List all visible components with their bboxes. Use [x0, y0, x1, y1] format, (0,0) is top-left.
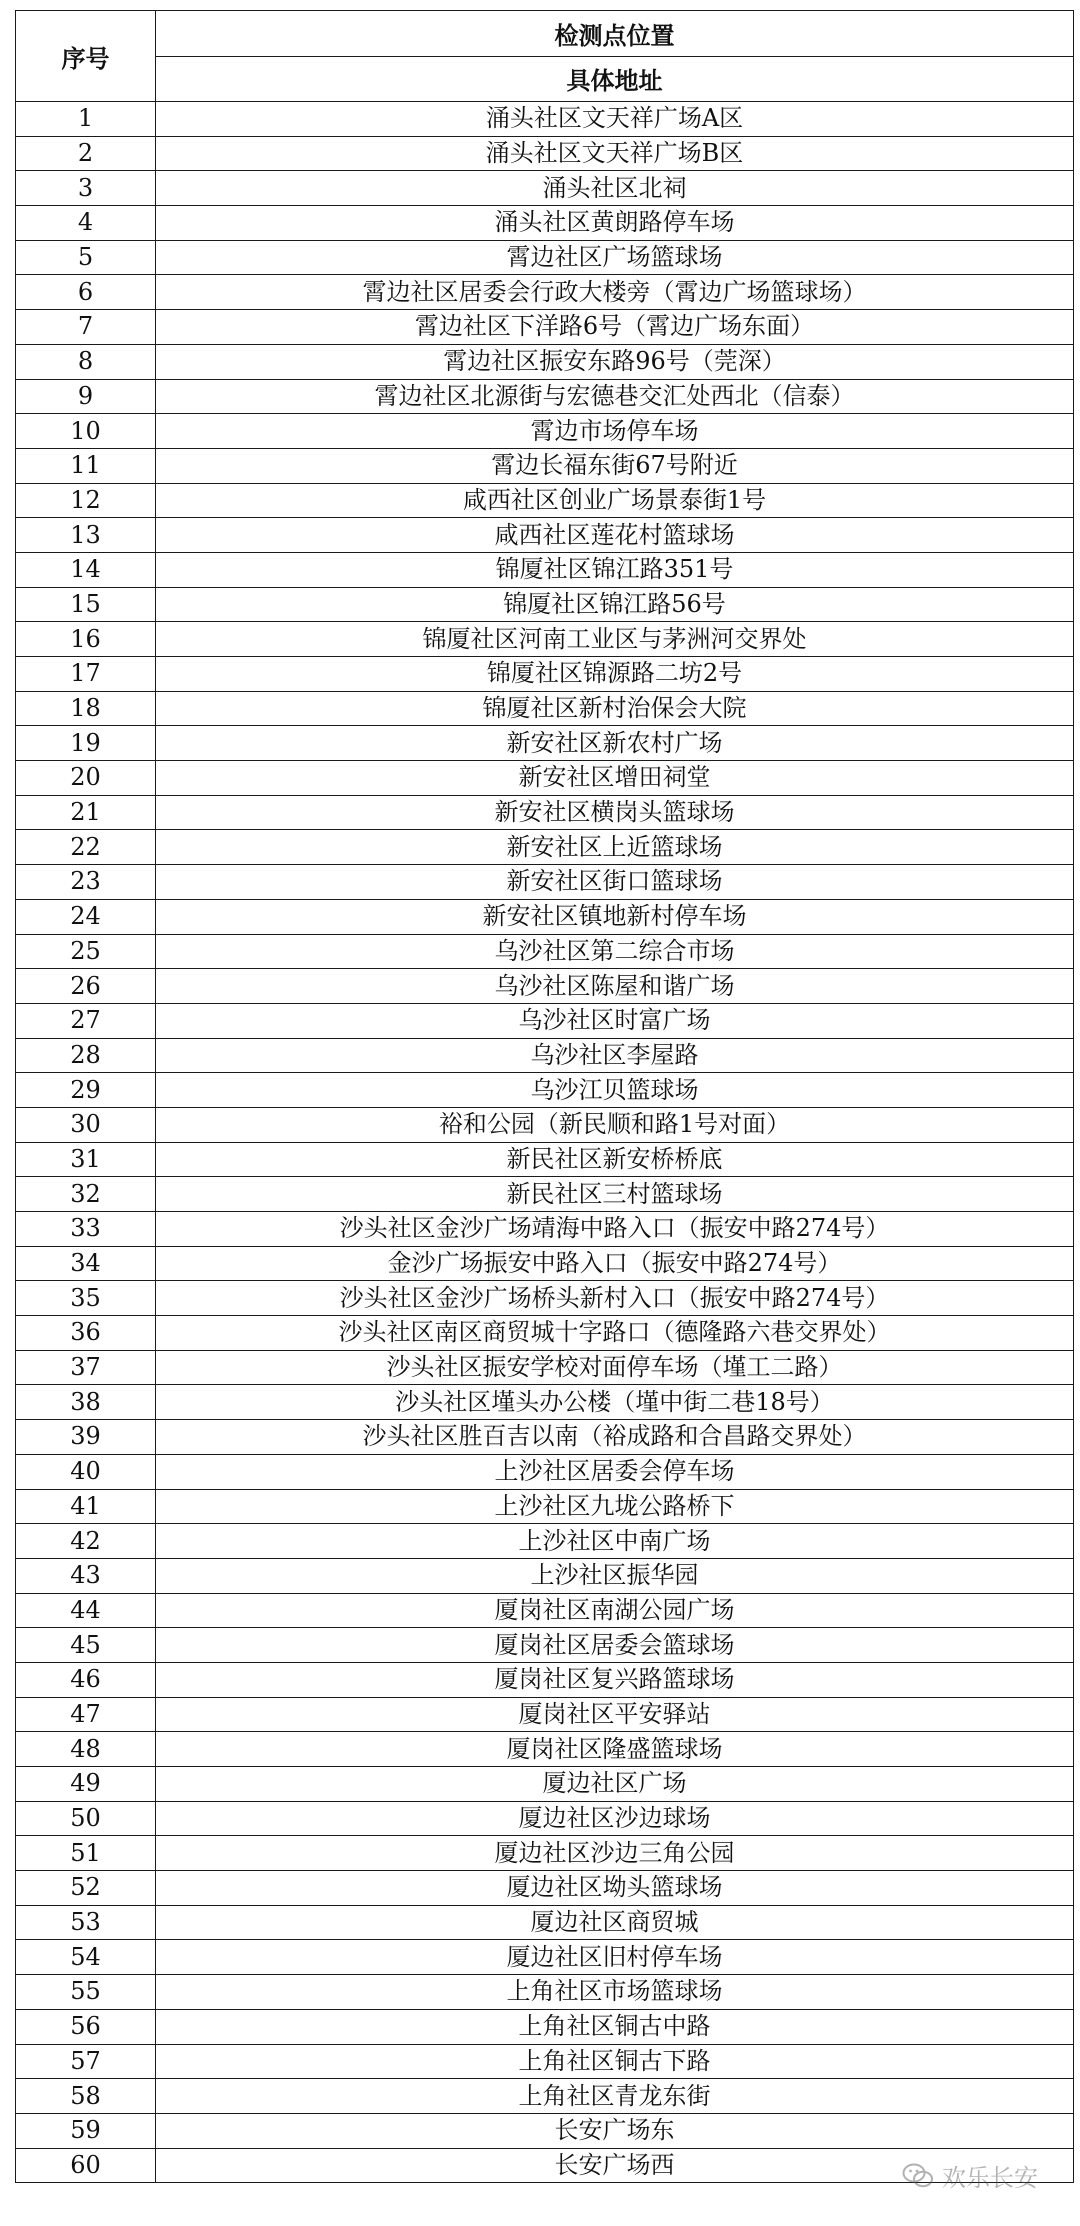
row-address: 新安社区横岗头篮球场 — [156, 795, 1074, 830]
row-address: 新安社区增田祠堂 — [156, 761, 1074, 796]
row-address: 霄边社区北源街与宏德巷交汇处西北（信泰） — [156, 379, 1074, 414]
row-address: 锦厦社区锦江路56号 — [156, 587, 1074, 622]
table-row — [16, 552, 1074, 587]
row-index: 1 — [16, 102, 156, 137]
table-row — [16, 899, 1074, 934]
row-index: 50 — [16, 1801, 156, 1836]
table-row — [16, 2113, 1074, 2148]
row-address: 乌沙社区陈屋和谐广场 — [156, 969, 1074, 1004]
table-row — [16, 1038, 1074, 1073]
test-site-sheet — [15, 10, 1073, 2183]
row-address: 厦岗社区南湖公园广场 — [156, 1593, 1074, 1628]
row-index: 18 — [16, 691, 156, 726]
table-row — [16, 483, 1074, 518]
table-row — [16, 830, 1074, 865]
table-row — [16, 1420, 1074, 1455]
row-index: 55 — [16, 1975, 156, 2010]
table-row — [16, 1350, 1074, 1385]
row-address: 霄边社区下洋路6号（霄边广场东面） — [156, 310, 1074, 345]
table-row — [16, 1628, 1074, 1663]
row-index: 15 — [16, 587, 156, 622]
row-index: 28 — [16, 1038, 156, 1073]
row-address: 霄边社区振安东路96号（莞深） — [156, 344, 1074, 379]
table-header — [16, 11, 1074, 102]
test-site-table — [15, 10, 1074, 2183]
table-row — [16, 1177, 1074, 1212]
row-index: 30 — [16, 1107, 156, 1142]
index-column-header: 序号 — [16, 11, 156, 102]
row-address: 沙头社区振安学校对面停车场（墐工二路） — [156, 1350, 1074, 1385]
row-index: 26 — [16, 969, 156, 1004]
row-index: 49 — [16, 1767, 156, 1802]
row-index: 10 — [16, 414, 156, 449]
row-index: 33 — [16, 1212, 156, 1247]
row-index: 45 — [16, 1628, 156, 1663]
row-address: 上沙社区九垅公路桥下 — [156, 1489, 1074, 1524]
table-row — [16, 1697, 1074, 1732]
table-row — [16, 1940, 1074, 1975]
table-row — [16, 587, 1074, 622]
table-row — [16, 1212, 1074, 1247]
table-row — [16, 795, 1074, 830]
row-index: 13 — [16, 518, 156, 553]
row-index: 58 — [16, 2079, 156, 2114]
table-row — [16, 2079, 1074, 2114]
row-address: 锦厦社区河南工业区与茅洲河交界处 — [156, 622, 1074, 657]
row-address: 上角社区铜古中路 — [156, 2009, 1074, 2044]
row-address: 厦岗社区复兴路篮球场 — [156, 1662, 1074, 1697]
row-address: 厦边社区商贸城 — [156, 1905, 1074, 1940]
row-address: 沙头社区墐头办公楼（墐中街二巷18号） — [156, 1385, 1074, 1420]
row-index: 38 — [16, 1385, 156, 1420]
row-address: 乌沙社区第二综合市场 — [156, 934, 1074, 969]
table-row — [16, 1316, 1074, 1351]
row-index: 21 — [16, 795, 156, 830]
table-row — [16, 1905, 1074, 1940]
row-index: 59 — [16, 2113, 156, 2148]
row-address: 沙头社区胜百吉以南（裕成路和合昌路交界处） — [156, 1420, 1074, 1455]
row-index: 3 — [16, 171, 156, 206]
row-index: 8 — [16, 344, 156, 379]
row-address: 新民社区新安桥桥底 — [156, 1142, 1074, 1177]
row-index: 60 — [16, 2148, 156, 2183]
row-index: 22 — [16, 830, 156, 865]
address-column-header: 具体地址 — [156, 56, 1074, 102]
row-address: 霄边市场停车场 — [156, 414, 1074, 449]
row-index: 12 — [16, 483, 156, 518]
table-row — [16, 310, 1074, 345]
table-row — [16, 1003, 1074, 1038]
table-row — [16, 726, 1074, 761]
row-index: 4 — [16, 206, 156, 241]
row-index: 32 — [16, 1177, 156, 1212]
table-row — [16, 102, 1074, 137]
table-row — [16, 761, 1074, 796]
row-address: 涌头社区黄朗路停车场 — [156, 206, 1074, 241]
table-row — [16, 206, 1074, 241]
row-address: 沙头社区金沙广场桥头新村入口（振安中路274号） — [156, 1281, 1074, 1316]
row-index: 34 — [16, 1246, 156, 1281]
row-index: 56 — [16, 2009, 156, 2044]
row-address: 咸西社区莲花村篮球场 — [156, 518, 1074, 553]
row-index: 17 — [16, 657, 156, 692]
table-row — [16, 1524, 1074, 1559]
table-row — [16, 1558, 1074, 1593]
table-row — [16, 2009, 1074, 2044]
location-column-header: 检测点位置 — [156, 11, 1074, 57]
table-row — [16, 1801, 1074, 1836]
row-address: 新民社区三村篮球场 — [156, 1177, 1074, 1212]
table-row — [16, 1385, 1074, 1420]
wechat-icon — [902, 2162, 934, 2190]
row-index: 25 — [16, 934, 156, 969]
row-index: 41 — [16, 1489, 156, 1524]
row-address: 厦岗社区居委会篮球场 — [156, 1628, 1074, 1663]
row-index: 11 — [16, 448, 156, 483]
table-row — [16, 657, 1074, 692]
table-row — [16, 1142, 1074, 1177]
row-address: 涌头社区文天祥广场B区 — [156, 136, 1074, 171]
row-address: 霄边社区居委会行政大楼旁（霄边广场篮球场） — [156, 275, 1074, 310]
table-row — [16, 379, 1074, 414]
row-address: 上沙社区振华园 — [156, 1558, 1074, 1593]
row-address: 厦岗社区平安驿站 — [156, 1697, 1074, 1732]
row-address: 咸西社区创业广场景泰街1号 — [156, 483, 1074, 518]
row-address: 厦边社区广场 — [156, 1767, 1074, 1802]
table-row — [16, 1246, 1074, 1281]
table-row — [16, 414, 1074, 449]
row-address: 上沙社区居委会停车场 — [156, 1454, 1074, 1489]
row-index: 51 — [16, 1836, 156, 1871]
row-address: 上角社区青龙东街 — [156, 2079, 1074, 2114]
row-index: 36 — [16, 1316, 156, 1351]
row-address: 沙头社区南区商贸城十字路口（德隆路六巷交界处） — [156, 1316, 1074, 1351]
table-row — [16, 1454, 1074, 1489]
row-address: 上沙社区中南广场 — [156, 1524, 1074, 1559]
table-row — [16, 136, 1074, 171]
table-row — [16, 1975, 1074, 2010]
row-index: 2 — [16, 136, 156, 171]
table-row — [16, 240, 1074, 275]
row-address: 长安广场东 — [156, 2113, 1074, 2148]
row-index: 27 — [16, 1003, 156, 1038]
row-address: 锦厦社区锦源路二坊2号 — [156, 657, 1074, 692]
table-row — [16, 1489, 1074, 1524]
row-index: 9 — [16, 379, 156, 414]
table-row — [16, 448, 1074, 483]
row-address: 上角社区市场篮球场 — [156, 1975, 1074, 2010]
row-address: 乌沙社区时富广场 — [156, 1003, 1074, 1038]
row-address: 裕和公园（新民顺和路1号对面） — [156, 1107, 1074, 1142]
table-row — [16, 1871, 1074, 1906]
row-address: 锦厦社区锦江路351号 — [156, 552, 1074, 587]
table-row — [16, 2044, 1074, 2079]
table-row — [16, 1732, 1074, 1767]
table-row — [16, 344, 1074, 379]
row-index: 31 — [16, 1142, 156, 1177]
table-row — [16, 275, 1074, 310]
row-address: 新安社区镇地新村停车场 — [156, 899, 1074, 934]
row-index: 54 — [16, 1940, 156, 1975]
row-address: 沙头社区金沙广场靖海中路入口（振安中路274号） — [156, 1212, 1074, 1247]
watermark — [902, 2158, 1038, 2193]
row-address: 厦边社区旧村停车场 — [156, 1940, 1074, 1975]
table-row — [16, 171, 1074, 206]
table-row — [16, 1281, 1074, 1316]
table-body — [16, 102, 1074, 2183]
row-index: 47 — [16, 1697, 156, 1732]
row-index: 57 — [16, 2044, 156, 2079]
row-index: 40 — [16, 1454, 156, 1489]
row-index: 37 — [16, 1350, 156, 1385]
row-address: 厦边社区沙边球场 — [156, 1801, 1074, 1836]
row-address: 乌沙江贝篮球场 — [156, 1073, 1074, 1108]
row-address: 锦厦社区新村治保会大院 — [156, 691, 1074, 726]
table-row — [16, 1767, 1074, 1802]
row-index: 35 — [16, 1281, 156, 1316]
row-address: 霄边社区广场篮球场 — [156, 240, 1074, 275]
watermark-text: 欢乐长安 — [942, 2164, 1038, 2192]
row-address: 金沙广场振安中路入口（振安中路274号） — [156, 1246, 1074, 1281]
row-index: 39 — [16, 1420, 156, 1455]
table-row — [16, 1107, 1074, 1142]
row-index: 46 — [16, 1662, 156, 1697]
row-index: 42 — [16, 1524, 156, 1559]
row-index: 19 — [16, 726, 156, 761]
row-index: 52 — [16, 1871, 156, 1906]
row-index: 7 — [16, 310, 156, 345]
table-row — [16, 1593, 1074, 1628]
row-address: 上角社区铜古下路 — [156, 2044, 1074, 2079]
row-index: 24 — [16, 899, 156, 934]
table-row — [16, 969, 1074, 1004]
row-address: 乌沙社区李屋路 — [156, 1038, 1074, 1073]
row-index: 16 — [16, 622, 156, 657]
row-index: 53 — [16, 1905, 156, 1940]
table-row — [16, 518, 1074, 553]
row-index: 48 — [16, 1732, 156, 1767]
row-index: 14 — [16, 552, 156, 587]
row-index: 43 — [16, 1558, 156, 1593]
table-row — [16, 865, 1074, 900]
row-address: 涌头社区文天祥广场A区 — [156, 102, 1074, 137]
row-address: 长安广场西 — [156, 2148, 1074, 2183]
row-index: 23 — [16, 865, 156, 900]
row-address: 涌头社区北祠 — [156, 171, 1074, 206]
table-row — [16, 1073, 1074, 1108]
row-address: 新安社区新农村广场 — [156, 726, 1074, 761]
row-address: 厦边社区沙边三角公园 — [156, 1836, 1074, 1871]
row-address: 厦岗社区隆盛篮球场 — [156, 1732, 1074, 1767]
row-index: 20 — [16, 761, 156, 796]
row-index: 44 — [16, 1593, 156, 1628]
table-row — [16, 934, 1074, 969]
table-row — [16, 691, 1074, 726]
row-address: 新安社区上近篮球场 — [156, 830, 1074, 865]
row-index: 5 — [16, 240, 156, 275]
row-address: 厦边社区坳头篮球场 — [156, 1871, 1074, 1906]
row-index: 29 — [16, 1073, 156, 1108]
row-address: 新安社区街口篮球场 — [156, 865, 1074, 900]
row-address: 霄边长福东街67号附近 — [156, 448, 1074, 483]
table-row — [16, 622, 1074, 657]
row-index: 6 — [16, 275, 156, 310]
table-row — [16, 1836, 1074, 1871]
table-row — [16, 1662, 1074, 1697]
